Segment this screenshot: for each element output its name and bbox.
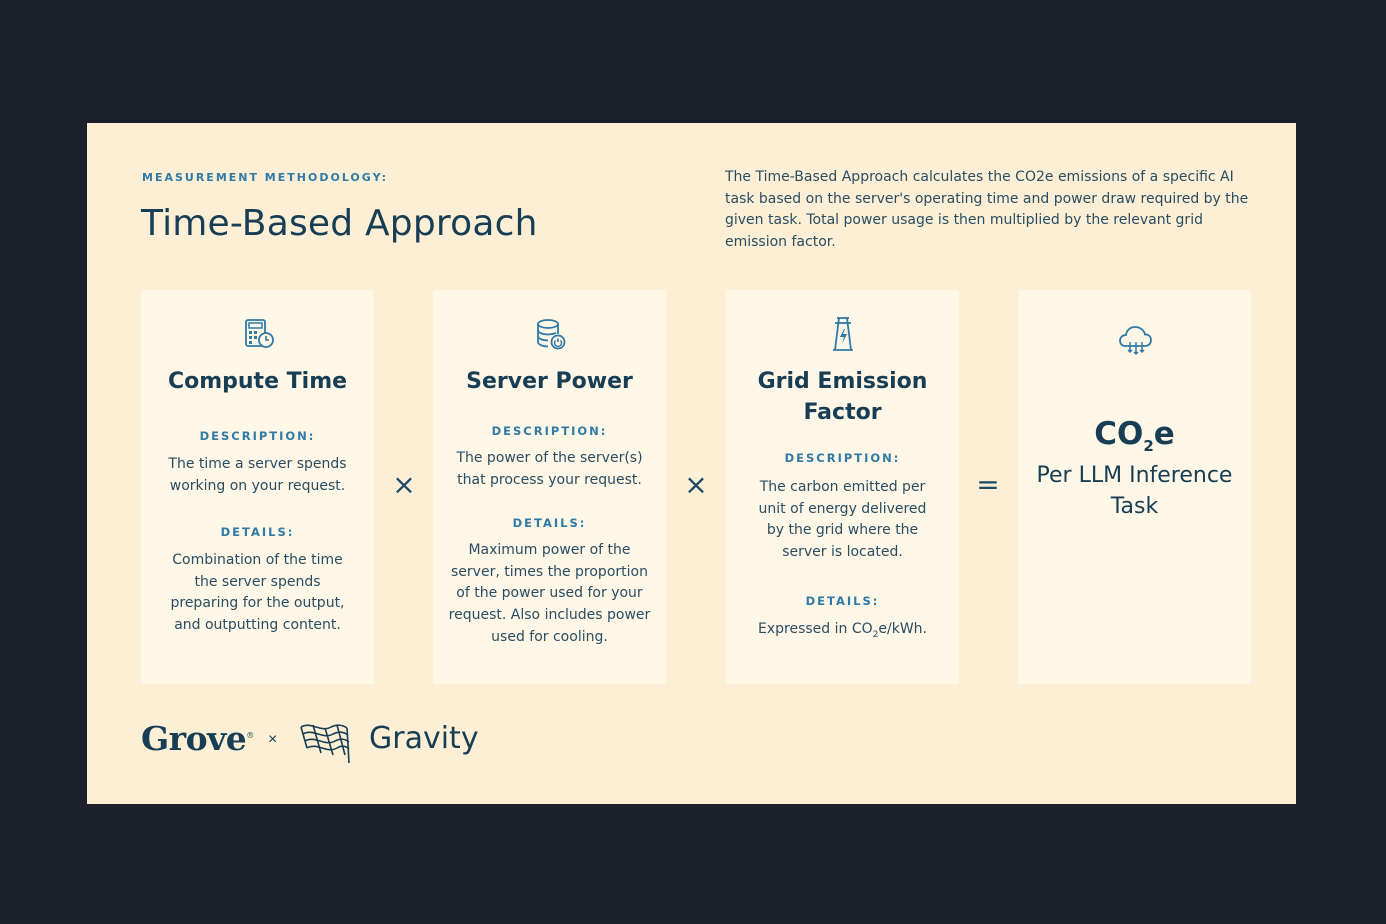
card-result	[1018, 290, 1251, 684]
database-power-icon	[530, 314, 570, 354]
equals-operator: =	[976, 468, 1000, 501]
details-text: Combination of the time the server spends preparing for the output, and outputting content.	[170, 552, 345, 634]
gravity-logo-text: Gravity	[369, 721, 479, 756]
logo-separator: ×	[268, 731, 278, 748]
power-tower-icon	[823, 314, 863, 354]
details-label: DETAILS:	[512, 516, 587, 530]
card-server-power	[433, 290, 666, 684]
cloud-emission-icon	[1115, 320, 1155, 360]
details-label: DETAILS:	[805, 594, 880, 608]
result-title-subscript: 2	[1143, 437, 1154, 456]
intro-paragraph: The Time-Based Approach calculates the CO2e emissions of a specific AI task based on the server's operating time and power draw required by the given task. Total power usage is then multiplied by the relevant grid emission factor.	[725, 169, 1249, 250]
card-title: Grid Emission Factor	[757, 369, 928, 425]
card-grid-emission-factor	[726, 290, 959, 684]
details-text-subscript: 2	[872, 629, 879, 640]
details-text-suffix: e/kWh.	[878, 621, 927, 637]
page-title: Time-Based Approach	[141, 203, 538, 244]
card-title: Compute Time	[167, 369, 348, 394]
description-label: DESCRIPTION:	[491, 424, 608, 438]
calculator-clock-icon	[238, 314, 278, 354]
details-text: Maximum power of the server, times the proportion of the power used for your request. Also includes power used for cooling.	[448, 542, 651, 645]
result-title-prefix: CO	[1094, 416, 1144, 452]
result-title-suffix: e	[1153, 416, 1175, 452]
details-text-prefix: Expressed in CO	[758, 621, 873, 637]
description-text: The time a server spends working on your request.	[168, 456, 347, 494]
card-compute-time	[141, 290, 374, 684]
result-title	[1018, 416, 1251, 455]
result-subtitle: Per LLM Inference Task	[1036, 463, 1233, 519]
gravity-flag-icon	[299, 719, 351, 765]
details-label: DETAILS:	[220, 525, 295, 539]
card-title: Server Power	[466, 369, 633, 394]
details-text	[740, 619, 945, 647]
description-text: The carbon emitted per unit of energy delivered by the grid where the server is located.	[758, 479, 927, 561]
description-label: DESCRIPTION:	[784, 451, 901, 465]
multiply-operator: ×	[392, 468, 416, 501]
grove-logo-text: Grove	[141, 719, 247, 758]
description-label: DESCRIPTION:	[199, 429, 316, 443]
description-text: The power of the server(s) that process your request.	[456, 450, 643, 488]
registered-mark: ®	[246, 731, 254, 740]
methodology-slide	[87, 123, 1296, 804]
grove-logo	[141, 719, 254, 758]
eyebrow-label: MEASUREMENT METHODOLOGY:	[142, 171, 388, 184]
multiply-operator: ×	[684, 468, 708, 501]
